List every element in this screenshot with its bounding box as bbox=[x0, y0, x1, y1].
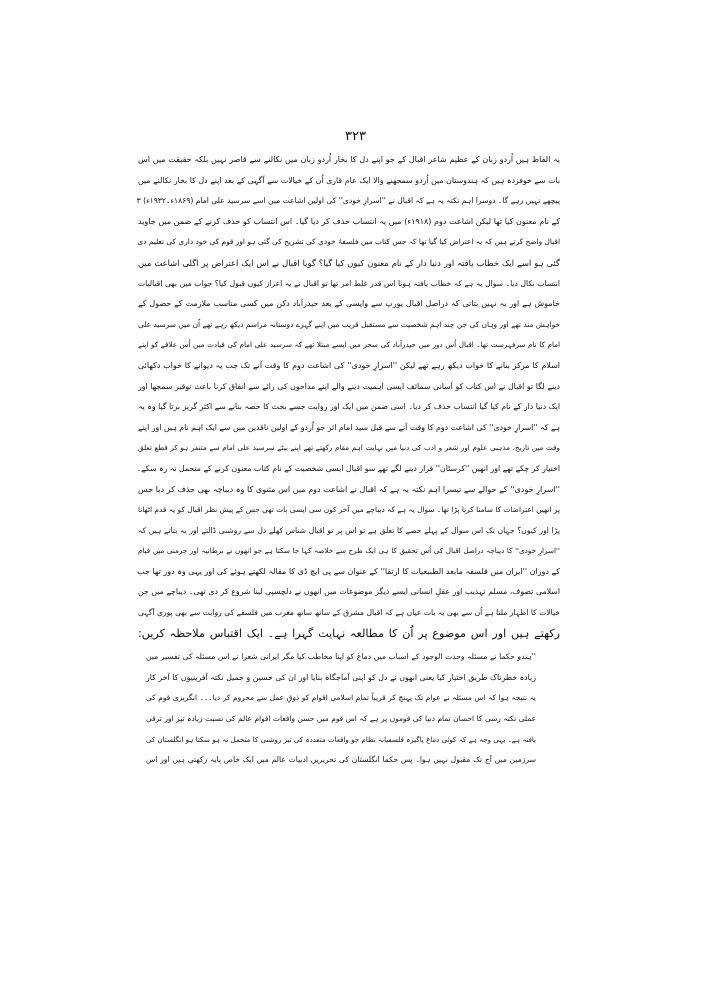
text-line: گئی ہو اسے ایک خطاب یافتہ اور دنیا دار کے نام معنون کیوں کیا گیا؟ گویا اقبال نے اس ایک اعتراض پر اگلی اشاعت میں bbox=[138, 257, 560, 268]
text-line: رکھتے ہیں اور اس موضوع پر اُن کا مطالعہ نہایت گہرا ہے۔ ایک اقتباس ملاحظہ کریں: bbox=[138, 626, 560, 640]
text-line: امام کا نام سرفہرست تھا۔ اقبال اُس دور میں حیدرآباد کی سحر میں ایسے مبتلا تھے کہ سرسید علی امام کی قیادت میں اُس علاقے کو اپنے bbox=[138, 340, 560, 350]
text-line: اختیار کر چکے تھے اور انھیں ''کرسٹان'' قرار دینے لگے تھے سو اقبال ایسی شخصیت کے نام کتاب معنون کرنے کے متحمل نہ رہ سکے۔ bbox=[136, 463, 560, 473]
text-line: خیالات کا اظہار ملتا ہے اُن سے بھی یہ بات عیاں ہے کہ اقبال مشرق کے ساتھ ساتھ مغرب میں فلسفے کی روایت سے بھی پوری آگہی bbox=[138, 608, 560, 618]
text-line: کے دوران ''ایران میں فلسفہ مابعد الطبیعیات کا ارتقا'' کے عنوان سے پی ایچ ڈی کا مقالہ لکھتے ہوئے کی اور یہی وہ دور تھا جب bbox=[137, 566, 560, 576]
quote-line: سرزمین میں آج تک مقبول نہیں ہوا۔ پس حکما انگلستان کی تحریریں ادبیات عالم میں ایک خاص پایہ رکھتی ہیں اور اس bbox=[146, 755, 536, 765]
quote-line: ''ہندو حکما نے مسئلہ وحدت الوجود کے اسباب میں دماغ کو اپنا مخاطب کیا مگر ایرانی شعرا نے اس مسئلہ کی تفسیر میں bbox=[146, 652, 536, 662]
text-line: دینے لگا تو اقبال نے اس کتاب کو آسانی سمائف ایسی اہمیت دینے والے اپنے مداحوں کی رائے سے اتفاق کرنا باعث توقیر سمجھا اور bbox=[138, 381, 560, 391]
text-line: اسلام کا مرکز بنانے کا خواب دیکھ رہے تھے لیکن ''اسرارِ خودی'' کی اشاعت دوم کا وقت آنے تک جب یہ دیوانے کا خواب دکھائی bbox=[138, 360, 560, 370]
text-line: اسلامی تصوف، مسلم تہذیب اور عقلِ انسانی ایسے دیگر موضوعات میں انھوں نے دلچسپی لینا شروع کر دی تھی۔ دیباچے میں جن bbox=[138, 587, 560, 597]
main-paragraph bbox=[138, 150, 560, 644]
text-line: پر انھیں اعتراضات کا سامنا کرنا پڑا تھا۔ سوال یہ ہے کہ دیباچے میں آخر کون سی ایسی بات تھی جس کے پیش نظر اقبال کو یہ قدم اٹھانا bbox=[138, 505, 560, 515]
page-number: ۳۲۳ bbox=[345, 129, 366, 144]
text-line: اقبال واضح کرتے ہیں کہ یہ اعتراض کیا گیا تھا کہ جس کتاب میں فلسفۂ خودی کی تشریح کی گئی ہو اور قوم کی خود داری کی تعلیم دی bbox=[137, 237, 560, 247]
quote-line: زیادہ خطرناک طریق اختیار کیا یعنی انھوں نے دل کو اپنی آماجگاہ بنایا اور ان کی حسین و جمیل نکتہ آفرینیوں کا آخر کار bbox=[146, 672, 536, 682]
text-line: خاموش ہے اور یہ نہیں بتاتی کہ دراصل اقبال یورپ سے واپسی کے بعد حیدرآباد دکن میں کسی مناسب ملازمت کے حصول کے bbox=[138, 299, 560, 309]
text-line: انتساب نکال دیا۔ سوال یہ ہے کہ خطاب یافتہ ہونا اس قدر غلط امر تھا تو اقبال نے یہ اعزاز کیوں قبول کیا؟ جواب میں بھی اقبالیات bbox=[138, 278, 560, 288]
text-line: ''اسرارِ خودی'' کے حوالے سے تیسرا اہم نکتہ یہ ہے کہ اقبال نے اشاعت دوم میں اس مثنوی کا وہ دیباچہ بھی حذف کر دیا جس bbox=[138, 484, 560, 494]
quote-line: یافتہ ہے۔ یہی وجہ ہے کہ کوئی دماغ پاگیزہ فلسفیانہ نظام جو واقعات متعددہ کی تیز روشنی کا متحمل نہ ہو سکتا ہو انگلستان کی bbox=[146, 735, 536, 744]
text-line: ہے کہ ''اسرارِ خودی'' کی اشاعت دوم کا وقت آنے سے قبل سید امام اثر جو اُردو کے اولین ناقدین میں سے ایک اہم نام ہیں اور اپنے bbox=[138, 422, 560, 432]
text-line: پڑا اور کیوں؟ جہاں تک اس سوال کے پہلے حصے کا تعلق ہے تو اس پر تو اقبال شناس کھلے دل سے روشنی ڈالتے اور یہ بتاتے ہیں کہ bbox=[138, 525, 560, 535]
text-line: پیچھے نہیں رہے گا۔ دوسرا اہم نکتہ یہ ہے کہ اقبال نے ''اسرارِ خودی'' کی اولین اشاعت میں اسے سرسید علی امام (۱۸۶۹ء۔۱۹۳۲ء) ۳ bbox=[136, 196, 560, 206]
text-line: وقت میں تاریخ، مذہبی علوم اور شعر و ادب کی دنیا میں نہایت اہم مقام رکھتے تھے اپنے بیٹے سرسید علی امام سے متنفر ہو کر قطع تعلق bbox=[138, 443, 560, 453]
text-line: یہ الفاظ ہیں اُردو زبان کے عظیم شاعر اقبال کے جو اپنے دل کا بخار اُردو زبان میں نکالنے سے قاصر نہیں بلکہ حقیقت میں اس bbox=[138, 155, 560, 164]
text-line: ''اسرارِ خودی'' کا دیباچہ دراصل اقبال کی اُس تحقیق کا ہی ایک طرح سے خلاصہ کہا جا سکتا ہے جو انھوں نے برطانیہ اور جرمنی میں قیام bbox=[138, 546, 560, 556]
quote-line: عملی نکتہ رسی کا احسان تمام دنیا کی قوموں پر ہے کہ اس قوم میں حسن واقعات اقوام عالم کی نسبت زیادہ تیز اور ترقی bbox=[146, 714, 536, 724]
text-line: ایک دنیا دار کے نام کیا گیا انتساب حذف کر دیا۔ اسی ضمن میں ایک اور روایت جسے بحث کا حصہ بنانے سے اکثر گریز برتا گیا وہ یہ bbox=[138, 402, 560, 412]
quote-line: یہ نتیجہ ہوا کہ اس مسئلہ نے عوام تک پہنچ کر قریباً تمام اسلامی اقوام کو ذوقِ عمل سے محروم کر دیا۔۔۔ انگریزی قوم کی bbox=[146, 693, 536, 703]
text-line: بات سے خوفزدہ ہیں کہ ہندوستان میں اُردو سمجھنے والا ایک عام قاری اُن کے خیالات سے آگہی کے بعد اپنے دل کا بخار نکالنے میں bbox=[138, 175, 560, 185]
text-line: کے نام معنون کیا تھا لیکن اشاعت دوم (۱۹۱۸ء) میں یہ انتساب حذف کر دیا گیا۔ اس انتساب کو حذف کرنے کے ضمن میں جاوید bbox=[138, 216, 561, 226]
text-line: خواہش مند تھے اور وہاں کی جن چند اہم شخصیت سے مستقبل قریب میں اپنے گہرے دوستانہ مراسم دیکھ رہے تھے اُن میں سرسید علی bbox=[138, 319, 560, 329]
body-text bbox=[138, 150, 560, 771]
block-quote bbox=[138, 647, 560, 771]
